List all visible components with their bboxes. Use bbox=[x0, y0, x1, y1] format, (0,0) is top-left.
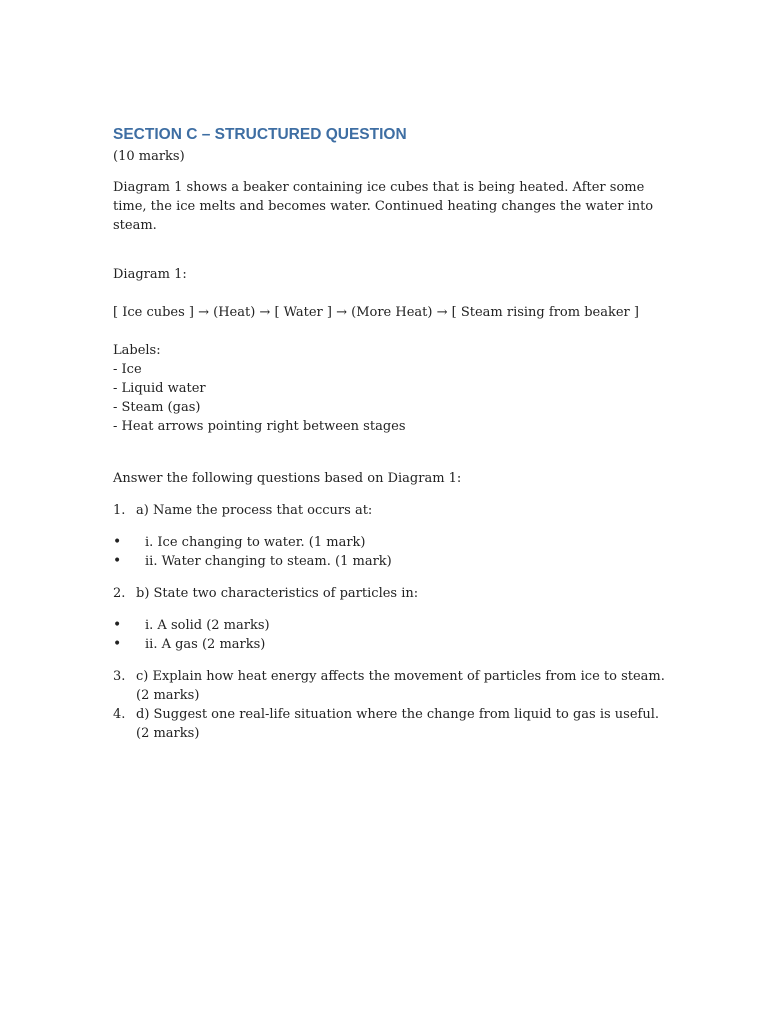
question-text: c) Explain how heat energy affects the movement of particles from ice to steam. (2 marks) bbox=[136, 669, 665, 703]
questions-intro: Answer the following questions based on Diagram 1: bbox=[113, 471, 462, 486]
question-1-subitems bbox=[113, 533, 673, 571]
question-3 bbox=[113, 667, 673, 705]
question-4 bbox=[113, 705, 673, 743]
question-number: 1. bbox=[113, 503, 126, 518]
diagram-flow-text: [ Ice cubes ] → (Heat) → [ Water ] → (More Heat) → [ Steam rising from beaker ] bbox=[113, 305, 639, 320]
list-item bbox=[113, 552, 673, 571]
question-text: b) State two characteristics of particles in: bbox=[136, 586, 419, 601]
diagram-labels bbox=[113, 341, 673, 436]
question-text: a) Name the process that occurs at: bbox=[136, 503, 373, 518]
list-item bbox=[113, 616, 673, 635]
question-number: 4. bbox=[113, 707, 126, 722]
question-text: d) Suggest one real-life situation where the change from liquid to gas is useful. (2 marks) bbox=[136, 707, 659, 741]
label-item: - Ice bbox=[113, 362, 142, 377]
bullet-icon: • bbox=[113, 553, 122, 569]
question-2-subitems bbox=[113, 616, 673, 654]
bullet-icon: • bbox=[113, 636, 122, 652]
section-heading: SECTION C – STRUCTURED QUESTION bbox=[113, 126, 407, 143]
diagram-label: Diagram 1: bbox=[113, 267, 187, 282]
list-item-text: i. Ice changing to water. (1 mark) bbox=[145, 535, 366, 550]
list-item-text: ii. A gas (2 marks) bbox=[145, 637, 266, 652]
label-item: - Liquid water bbox=[113, 381, 206, 396]
intro-paragraph: Diagram 1 shows a beaker containing ice cubes that is being heated. After some time, the ice melts and becomes water. Continued heating changes the water into steam. bbox=[113, 180, 654, 233]
list-item bbox=[113, 635, 673, 654]
bullet-icon: • bbox=[113, 617, 122, 633]
label-item: - Steam (gas) bbox=[113, 400, 201, 415]
label-item: - Heat arrows pointing right between stages bbox=[113, 419, 406, 434]
document-page bbox=[113, 125, 673, 743]
list-item bbox=[113, 533, 673, 552]
question-2 bbox=[113, 584, 673, 603]
question-number: 2. bbox=[113, 586, 126, 601]
question-number: 3. bbox=[113, 669, 126, 684]
section-marks: (10 marks) bbox=[113, 149, 185, 164]
labels-title: Labels: bbox=[113, 343, 161, 358]
bullet-icon: • bbox=[113, 534, 122, 550]
list-item-text: i. A solid (2 marks) bbox=[145, 618, 270, 633]
question-1 bbox=[113, 501, 673, 520]
list-item-text: ii. Water changing to steam. (1 mark) bbox=[145, 554, 392, 569]
